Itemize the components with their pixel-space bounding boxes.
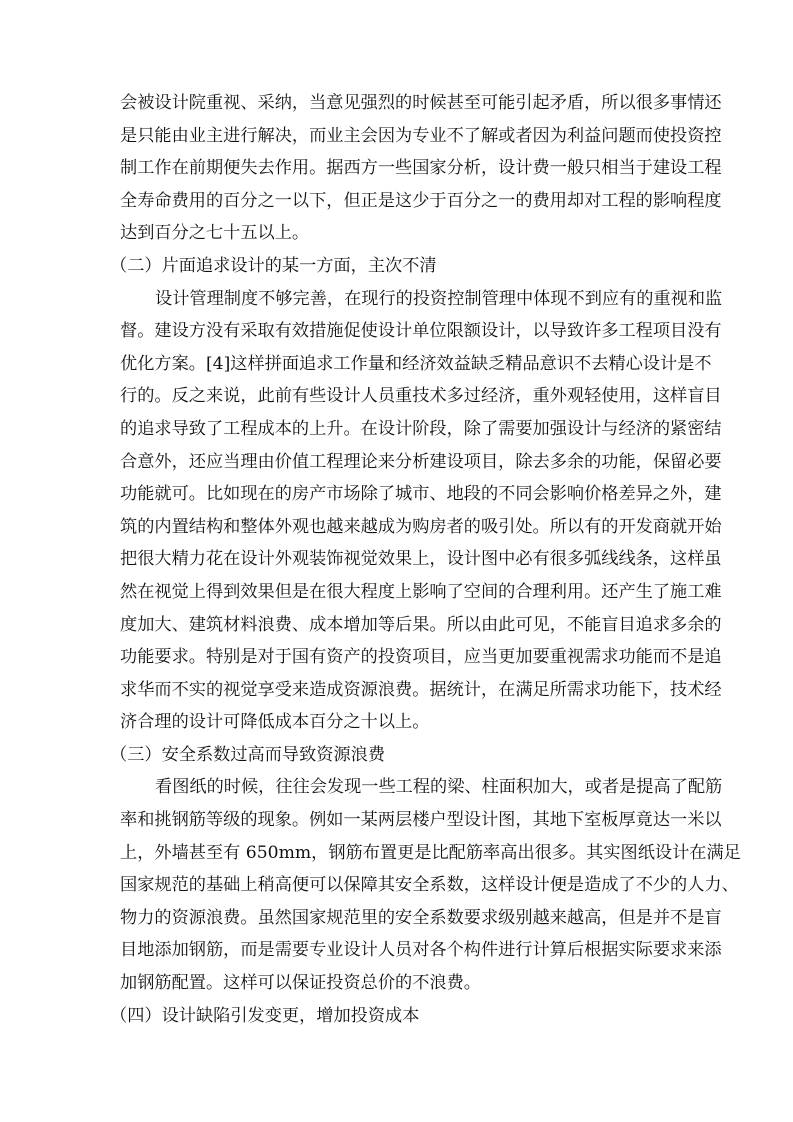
body-line: 济合理的设计可降低成本百分之十以上。 bbox=[120, 712, 430, 733]
body-line: 是只能由业主进行解决，而业主会因为专业不了解或者因为利益问题而使投资控 bbox=[120, 125, 722, 146]
section-heading: （三）安全系数过高而导致资源浪费 bbox=[110, 744, 386, 765]
body-line: 目地添加钢筋，而是需要专业设计人员对各个构件进行计算后根据实际要求来添 bbox=[120, 940, 722, 961]
paragraph-first-line: 看图纸的时候，往往会发现一些工程的梁、柱面积加大，或者是提高了配筋 bbox=[155, 777, 723, 798]
body-line: 上，外墙甚至有 650mm，钢筋布置更是比配筋率高出很多。其实图纸设计在满足 bbox=[120, 842, 741, 863]
body-line: 制工作在前期便失去作用。据西方一些国家分析，设计费一般只相当于建设工程 bbox=[120, 158, 722, 179]
body-line: 功能要求。特别是对于国有资产的投资项目，应当更加要重视需求功能而不是追 bbox=[120, 647, 722, 668]
body-line: 行的。反之来说，此前有些设计人员重技术多过经济，重外观轻使用，这样盲目 bbox=[120, 386, 722, 407]
body-line: 筑的内置结构和整体外观也越来越成为购房者的吸引处。所以有的开发商就开始 bbox=[120, 516, 722, 537]
body-line: 国家规范的基础上稍高便可以保障其安全系数，这样设计便是造成了不少的人力、 bbox=[120, 875, 739, 896]
section-heading: （四）设计缺陷引发变更，增加投资成本 bbox=[110, 1005, 420, 1026]
body-line: 全寿命费用的百分之一以下，但正是这少于百分之一的费用却对工程的影响程度 bbox=[120, 190, 722, 211]
document-page bbox=[110, 89, 741, 1034]
body-line: 的追求导致了工程成本的上升。在设计阶段，除了需要加强设计与经济的紧密结 bbox=[120, 418, 722, 439]
body-line: 然在视觉上得到效果但是在很大程度上影响了空间的合理利用。还产生了施工难 bbox=[120, 581, 722, 602]
body-line: 优化方案。[4]这样拼面追求工作量和经济效益缺乏精品意识不去精心设计是不 bbox=[120, 353, 712, 374]
section-heading: （二）片面追求设计的某一方面，主次不清 bbox=[110, 255, 437, 276]
body-line: 功能就可。比如现在的房产市场除了城市、地段的不同会影响价格差异之外，建 bbox=[120, 484, 722, 505]
body-line: 度加大、建筑材料浪费、成本增加等后果。所以由此可见，不能盲目追求多余的 bbox=[120, 614, 722, 635]
body-line: 达到百分之七十五以上。 bbox=[120, 223, 310, 244]
body-line: 会被设计院重视、采纳，当意见强烈的时候甚至可能引起矛盾，所以很多事情还 bbox=[120, 93, 722, 113]
body-line: 督。建设方没有采取有效措施促使设计单位限额设计，以导致许多工程项目没有 bbox=[120, 321, 722, 342]
body-line: 加钢筋配置。这样可以保证投资总价的不浪费。 bbox=[120, 973, 481, 994]
body-line: 求华而不实的视觉享受来造成资源浪费。据统计，在满足所需求功能下，技术经 bbox=[120, 679, 722, 700]
body-line: 物力的资源浪费。虽然国家规范里的安全系数要求级别越来越高，但是并不是盲 bbox=[120, 907, 722, 928]
body-line: 合意外，还应当理由价值工程理论来分析建设项目，除去多余的功能，保留必要 bbox=[120, 451, 722, 472]
body-line: 把很大精力花在设计外观装饰视觉效果上，设计图中必有很多弧线线条，这样虽 bbox=[120, 549, 722, 570]
paragraph-first-line: 设计管理制度不够完善，在现行的投资控制管理中体现不到应有的重视和监 bbox=[155, 288, 723, 309]
body-line: 率和挑钢筋等级的现象。例如一某两层楼户型设计图，其地下室板厚竟达一米以 bbox=[120, 810, 722, 831]
